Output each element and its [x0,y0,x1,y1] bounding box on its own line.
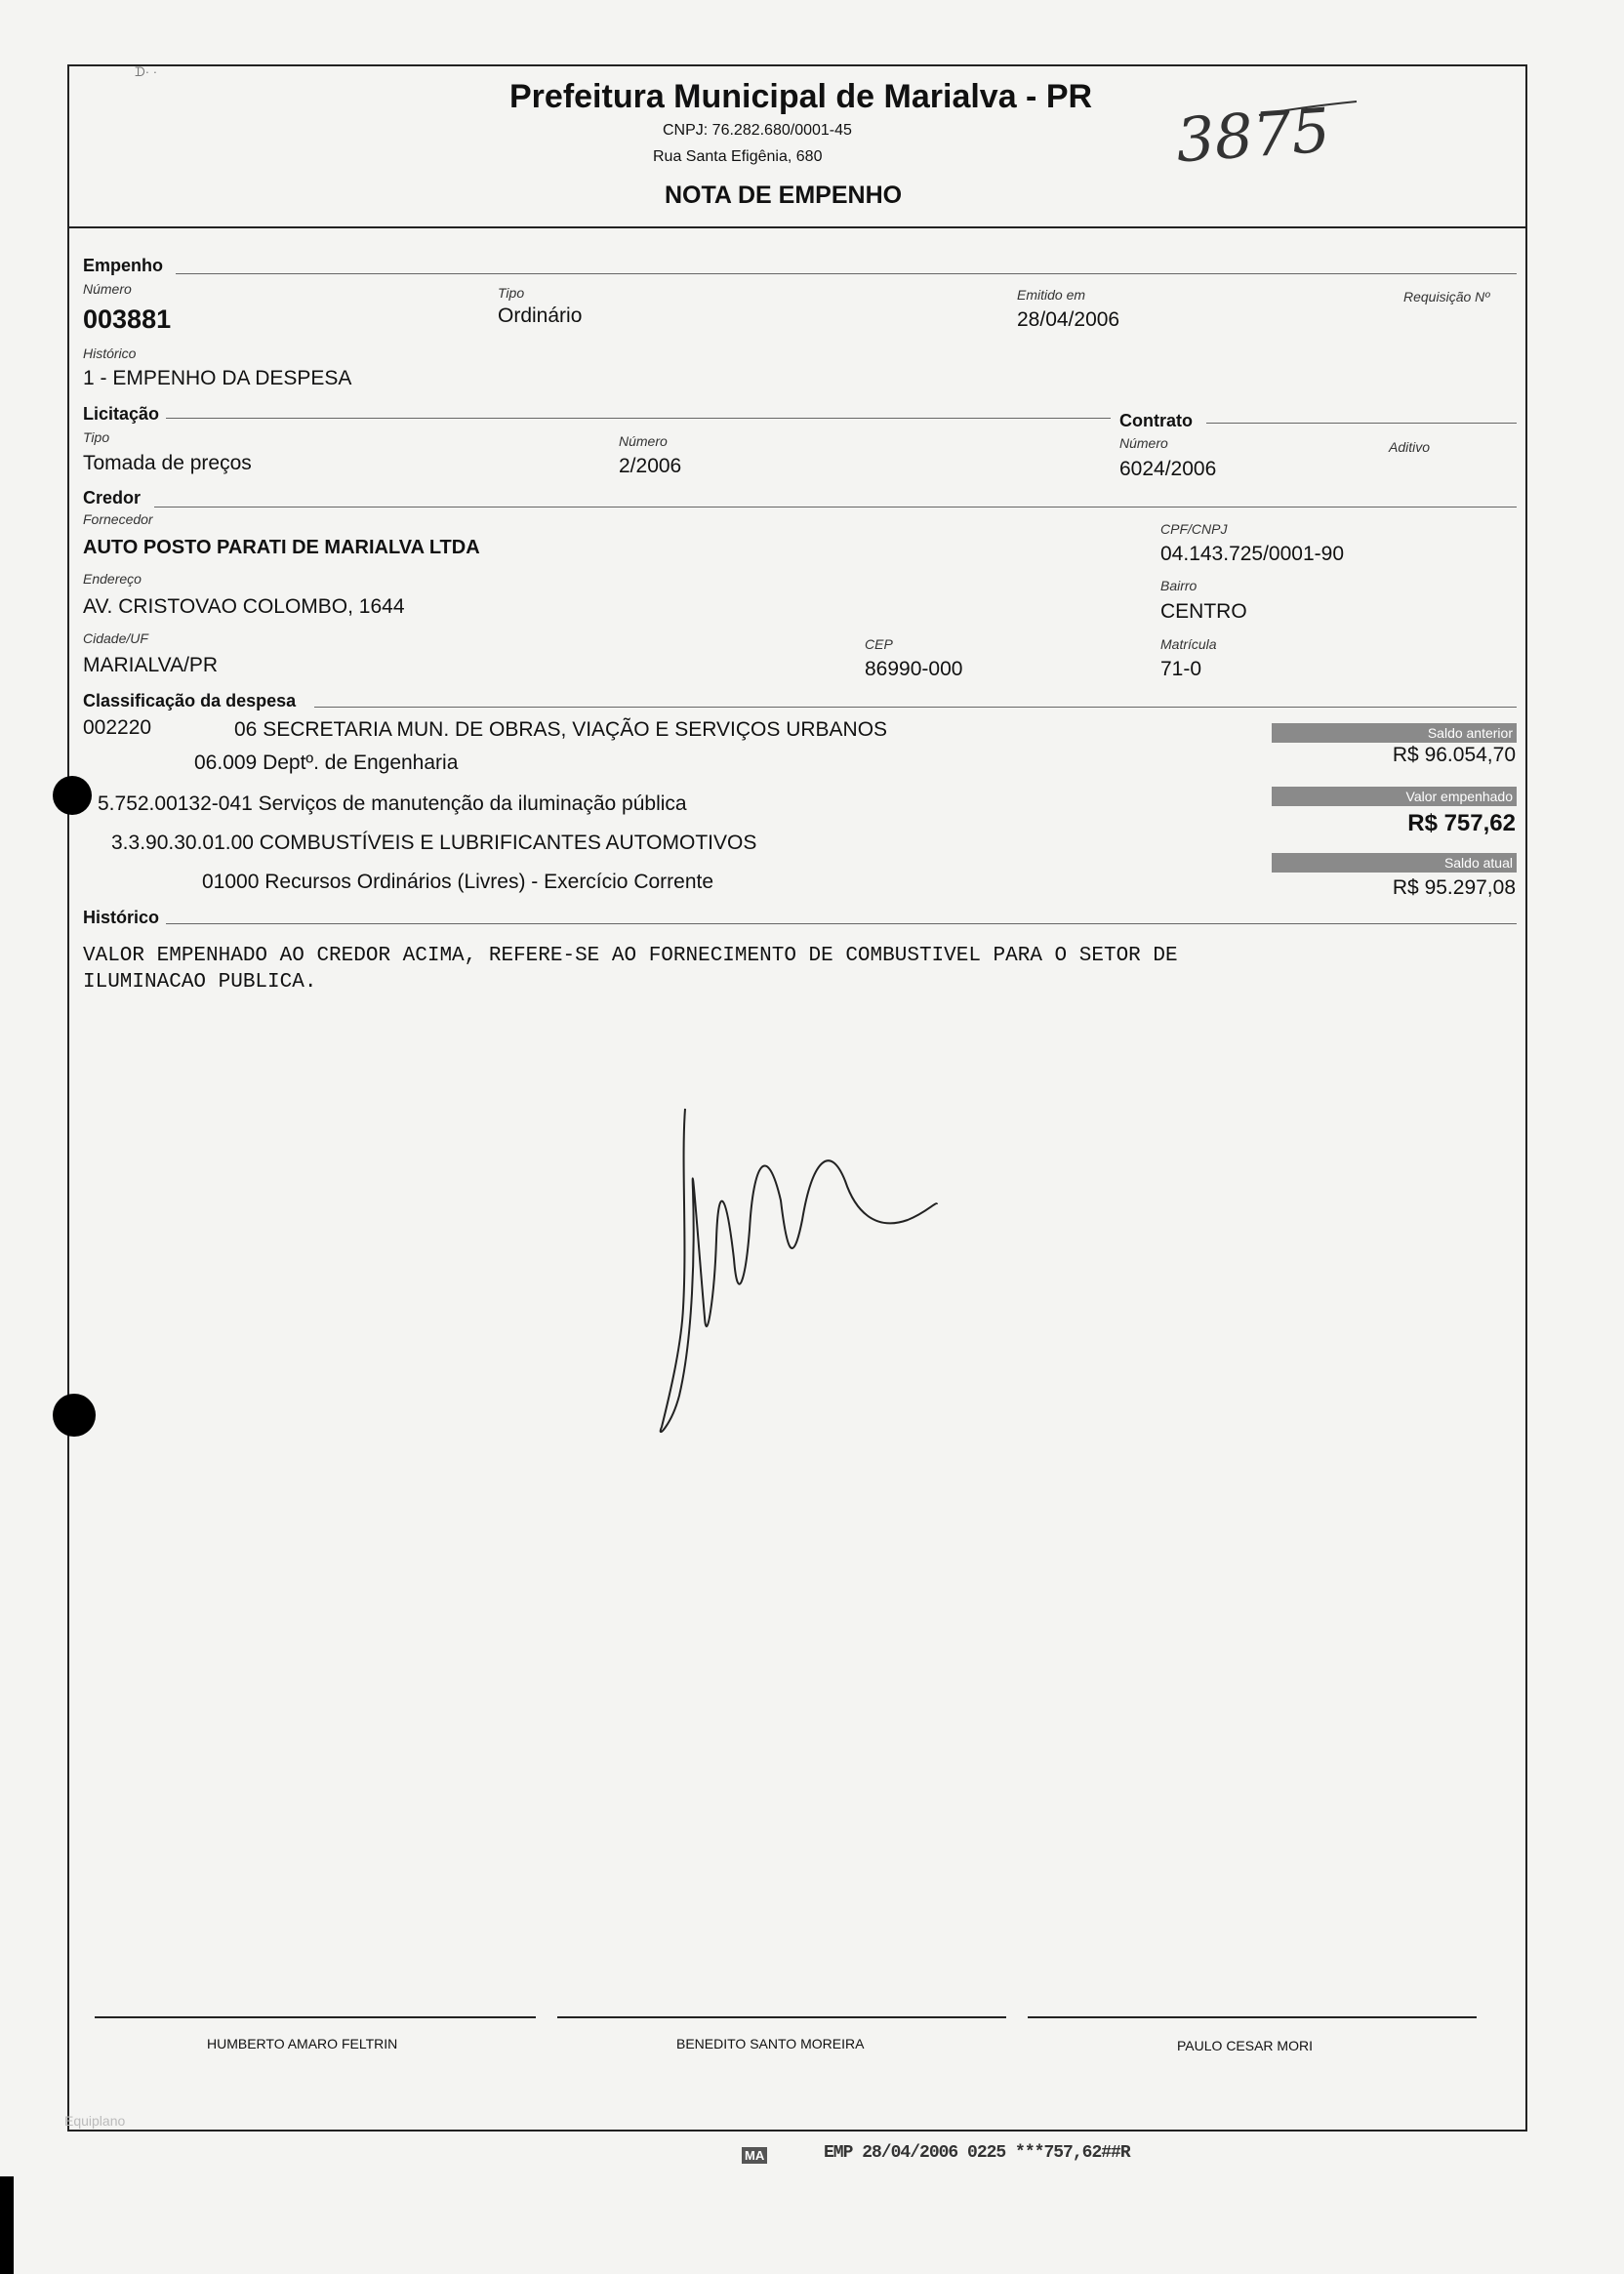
credor-fornecedor-label: Fornecedor [83,511,153,527]
section-empenho: Empenho [83,256,164,275]
section-licitacao: Licitação [83,404,160,424]
signature-line [95,2016,536,2018]
section-classificacao: Classificação da despesa [83,691,297,711]
credor-cnpj: 04.143.725/0001-90 [1160,543,1345,565]
contrato-aditivo-label: Aditivo [1389,439,1431,455]
empenho-historico: 1 - EMPENHO DA DESPESA [83,367,352,389]
empenho-numero: 003881 [83,305,172,334]
scan-edge [0,2176,14,2274]
signature-name-3: PAULO CESAR MORI [1177,2038,1313,2053]
historico-line-2: ILUMINACAO PUBLICA. [83,971,317,994]
signature-line [557,2016,1006,2018]
punch-hole [53,776,92,815]
empenho-numero-label: Número [83,281,132,297]
credor-cidade: MARIALVA/PR [83,654,219,676]
section-contrato: Contrato [1119,411,1193,430]
credor-matricula: 71-0 [1160,658,1202,680]
punch-hole [53,1394,96,1437]
valor-empenhado-value: R$ 757,62 [1407,810,1516,836]
section-rule [314,707,1517,708]
credor-matricula-label: Matrícula [1160,636,1217,652]
saldo-anterior-bar: Saldo anterior [1272,723,1517,743]
historico-line-1: VALOR EMPENHADO AO CREDOR ACIMA, REFERE-SE AO FORNECIMENTO DE COMBUSTIVEL PARA O SETOR DE [83,945,1178,967]
handwritten-number: 3875 [1173,94,1333,177]
classificacao-recurso: 01000 Recursos Ordinários (Livres) - Exercício Corrente [202,871,714,893]
signature-name-1: HUMBERTO AMARO FELTRIN [207,2036,398,2051]
org-name: Prefeitura Municipal de Marialva - PR [509,78,1093,115]
licitacao-tipo-label: Tipo [83,429,110,445]
section-rule [154,507,1517,508]
stamp-logo: MA [742,2147,767,2164]
contrato-numero: 6024/2006 [1119,458,1217,480]
classificacao-elemento: 3.3.90.30.01.00 COMBUSTÍVEIS E LUBRIFICANTES AUTOMOTIVOS [111,832,757,854]
credor-cidade-label: Cidade/UF [83,630,148,646]
saldo-anterior-value: R$ 96.054,70 [1392,744,1516,766]
saldo-atual-value: R$ 95.297,08 [1392,876,1516,899]
classificacao-secretaria: 06 SECRETARIA MUN. DE OBRAS, VIAÇÃO E SERVIÇOS URBANOS [234,718,888,741]
credor-cep: 86990-000 [865,658,963,680]
classificacao-departamento: 06.009 Deptº. de Engenharia [194,751,459,774]
credor-cnpj-label: CPF/CNPJ [1160,521,1228,537]
section-rule [1206,423,1517,424]
credor-bairro: CENTRO [1160,600,1247,623]
saldo-atual-bar: Saldo atual [1272,853,1517,873]
handwritten-signature [644,1103,956,1435]
credor-fornecedor: AUTO POSTO PARATI DE MARIALVA LTDA [83,537,480,558]
org-cnpj: CNPJ: 76.282.680/0001-45 [663,122,852,139]
valor-empenhado-bar: Valor empenhado [1272,787,1517,806]
classificacao-code: 002220 [83,716,152,739]
header-divider [67,226,1527,228]
section-rule [176,273,1517,274]
licitacao-tipo: Tomada de preços [83,452,252,474]
corner-mark: ᗪ· · [135,64,158,79]
empenho-historico-label: Histórico [83,345,137,361]
section-rule [166,923,1517,924]
requisicao-label: Requisição Nº [1403,289,1490,305]
licitacao-numero: 2/2006 [619,455,682,477]
credor-cep-label: CEP [865,636,893,652]
signature-name-2: BENEDITO SANTO MOREIRA [676,2036,865,2051]
protocol-stamp: EMP 28/04/2006 0225 ***757,62##R [824,2143,1130,2163]
org-address: Rua Santa Efigênia, 680 [653,148,823,165]
credor-endereco-label: Endereço [83,571,142,587]
empenho-emitido: 28/04/2006 [1017,308,1120,331]
licitacao-numero-label: Número [619,433,668,449]
section-historico: Histórico [83,908,160,927]
classificacao-programa: 5.752.00132-041 Serviços de manutenção da iluminação pública [98,792,687,815]
section-rule [166,418,1111,419]
signature-line [1028,2016,1477,2018]
credor-endereco: AV. CRISTOVAO COLOMBO, 1644 [83,595,405,618]
software-name: Equiplano [64,2113,126,2129]
contrato-numero-label: Número [1119,435,1168,451]
empenho-tipo-label: Tipo [498,285,525,301]
doc-title: NOTA DE EMPENHO [665,182,903,209]
empenho-tipo: Ordinário [498,305,583,327]
section-credor: Credor [83,488,142,508]
handwritten-stroke [1171,94,1366,123]
credor-bairro-label: Bairro [1160,578,1198,593]
empenho-emitido-label: Emitido em [1017,287,1086,303]
